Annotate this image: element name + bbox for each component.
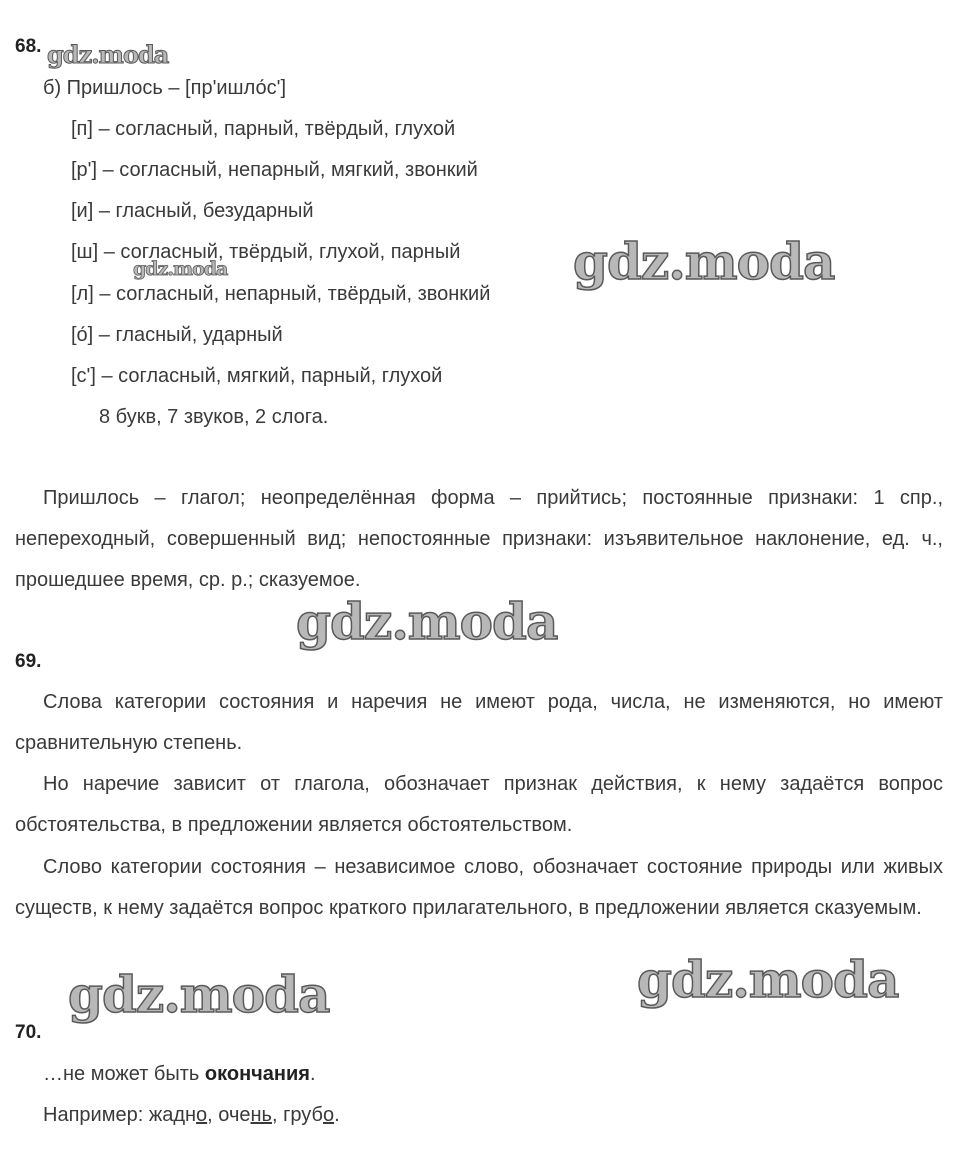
exercise-69-number: 69. bbox=[15, 651, 42, 672]
example-word-1-stem: жадн bbox=[148, 1104, 197, 1126]
ex70-line-1-suffix: . bbox=[309, 1063, 316, 1085]
example-sep-1: , bbox=[207, 1104, 219, 1126]
ex69-paragraph-3-text: Слово категории состояния – независимое слово, обозначает состояние природы или живых существ, к нему задаётся вопрос краткого прилагательного, в предложении является сказуемым. bbox=[15, 856, 943, 919]
example-word-3 bbox=[283, 1104, 334, 1126]
exercise-68-heading: б) Пришлось – [пр'ишло́с'] bbox=[43, 77, 286, 99]
example-word-2-ending: нь bbox=[250, 1104, 272, 1126]
example-sep-2: , bbox=[271, 1104, 284, 1126]
ex70-examples-line bbox=[43, 1103, 340, 1127]
watermark-logo: gdz.moda bbox=[68, 965, 330, 1024]
sound-line-2: [р'] – согласный, непарный, мягкий, звонкий bbox=[71, 159, 478, 181]
watermark-logo: gdz.moda bbox=[296, 592, 558, 651]
watermark-logo: gdz.moda bbox=[637, 950, 899, 1009]
sound-line-7: [с'] – согласный, мягкий, парный, глухой bbox=[71, 365, 443, 387]
example-word-2-stem: оче bbox=[218, 1104, 251, 1126]
sound-line-5: [л] – согласный, непарный, твёрдый, звонкий bbox=[71, 283, 491, 305]
morphology-analysis-text: Пришлось – глагол; неопределённая форма – прийтись; постоянные признаки: 1 спр., непереходный, совершенный вид; непостоянные признаки: изъявительное наклонение, ед. ч., прошедшее время, ср. р.; сказуемое. bbox=[15, 487, 943, 591]
ex69-paragraph-1 bbox=[15, 682, 943, 764]
sound-line-3: [и] – гласный, безударный bbox=[71, 200, 314, 222]
example-word-2 bbox=[218, 1104, 272, 1126]
example-word-1 bbox=[149, 1104, 207, 1126]
ex70-line-1-prefix: …не может быть bbox=[43, 1063, 205, 1085]
exercise-70-number: 70. bbox=[15, 1022, 42, 1043]
exercise-68-number: 68. bbox=[15, 36, 42, 57]
sound-line-4: [ш] – согласный, твёрдый, глухой, парный bbox=[71, 241, 461, 263]
morphology-analysis bbox=[15, 478, 943, 601]
example-sep-3: . bbox=[334, 1104, 340, 1126]
example-word-3-ending: о bbox=[322, 1104, 335, 1126]
sound-line-1: [п] – согласный, парный, твёрдый, глухой bbox=[71, 118, 456, 140]
watermark-logo: gdz.moda bbox=[133, 258, 228, 280]
ex70-example-label: Например: bbox=[43, 1104, 149, 1126]
ex70-bold-word: окончания bbox=[204, 1063, 310, 1085]
sound-line-6: [о́] – гласный, ударный bbox=[71, 324, 283, 346]
example-word-1-ending: о bbox=[196, 1104, 208, 1126]
ex69-paragraph-2 bbox=[15, 764, 943, 846]
watermark-logo: gdz.moda bbox=[573, 232, 835, 291]
ex70-line-1 bbox=[43, 1062, 316, 1086]
ex69-paragraph-3 bbox=[15, 847, 943, 929]
ex69-paragraph-1-text: Слова категории состояния и наречия не имеют рода, числа, не изменяются, но имеют сравнительную степень. bbox=[15, 691, 943, 754]
ex69-paragraph-2-text: Но наречие зависит от глагола, обозначает признак действия, к нему задаётся вопрос обстоятельства, в предложении является обстоятельством. bbox=[15, 773, 943, 836]
example-word-3-stem: груб bbox=[283, 1104, 323, 1126]
watermark-logo: gdz.moda bbox=[47, 40, 169, 69]
sound-summary: 8 букв, 7 звуков, 2 слога. bbox=[99, 406, 329, 428]
